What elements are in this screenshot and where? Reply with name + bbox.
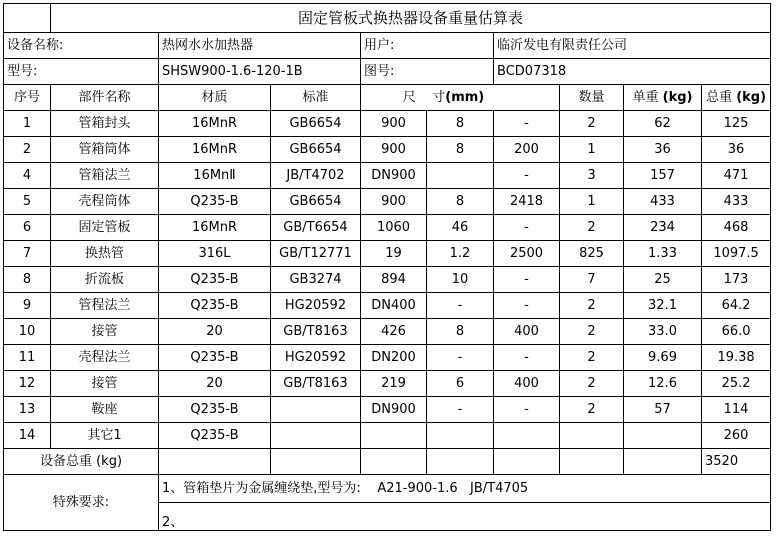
cell-d1: 900 [361, 111, 427, 137]
cell-seq: 14 [4, 423, 51, 449]
cell-seq: 12 [4, 371, 51, 397]
cell-d2: 8 [427, 319, 494, 345]
cell-part: 固定管板 [51, 215, 159, 241]
cell-d3: - [494, 397, 560, 423]
header-total-weight-kg: (kg) [736, 90, 767, 105]
cell-d3: - [494, 267, 560, 293]
cell-d2: 8 [427, 137, 494, 163]
cell-unit: 9.69 [624, 345, 702, 371]
cell-d1: DN200 [361, 345, 427, 371]
summary-empty-5 [494, 449, 560, 475]
cell-part: 折流板 [51, 267, 159, 293]
special-note-1-prefix: 1、管箱垫片为金属缠绕垫,型号为: [162, 481, 361, 496]
table-row [4, 267, 771, 293]
cell-standard: GB/T6654 [271, 215, 361, 241]
cell-qty: 2 [560, 319, 624, 345]
header-unit-weight-text: 单重 [632, 90, 659, 105]
cell-material: 16MnR [159, 215, 271, 241]
special-note-1-std: JB/T4705 [470, 481, 529, 496]
cell-standard: GB/T12771 [271, 241, 361, 267]
summary-empty-1 [159, 449, 271, 475]
cell-material: 20 [159, 319, 271, 345]
table-row [4, 293, 771, 319]
cell-unit: 36 [624, 137, 702, 163]
cell-total: 125 [702, 111, 771, 137]
cell-material: 16MnR [159, 137, 271, 163]
special-note-1 [159, 475, 771, 503]
cell-seq: 9 [4, 293, 51, 319]
cell-d2: 8 [427, 189, 494, 215]
cell-qty: 7 [560, 267, 624, 293]
cell-d3: - [494, 215, 560, 241]
special-row-1 [4, 475, 771, 503]
cell-unit: 32.1 [624, 293, 702, 319]
cell-d3: 400 [494, 319, 560, 345]
cell-total: 25.2 [702, 371, 771, 397]
table-row [4, 111, 771, 137]
cell-seq: 1 [4, 111, 51, 137]
cell-d1 [361, 423, 427, 449]
cell-d3: - [494, 163, 560, 189]
header-part: 部件名称 [51, 85, 159, 111]
cell-d3: 2418 [494, 189, 560, 215]
cell-part: 接管 [51, 319, 159, 345]
cell-seq: 7 [4, 241, 51, 267]
cell-d1: 219 [361, 371, 427, 397]
cell-total: 471 [702, 163, 771, 189]
cell-material: 316L [159, 241, 271, 267]
cell-part: 接管 [51, 371, 159, 397]
cell-total: 66.0 [702, 319, 771, 345]
header-dims-unit: (mm) [445, 90, 485, 105]
cell-material: Q235-B [159, 267, 271, 293]
header-standard: 标准 [271, 85, 361, 111]
special-note-1-code: A21-900-1.6 [377, 481, 458, 496]
cell-material: Q235-B [159, 293, 271, 319]
cell-standard [271, 397, 361, 423]
cell-d1: 900 [361, 137, 427, 163]
cell-seq: 11 [4, 345, 51, 371]
header-total-weight [702, 85, 771, 111]
cell-part: 壳程法兰 [51, 345, 159, 371]
cell-d1: 426 [361, 319, 427, 345]
cell-d3: - [494, 111, 560, 137]
header-qty: 数量 [560, 85, 624, 111]
title-row [4, 4, 771, 33]
cell-total: 1097.5 [702, 241, 771, 267]
drawing-label: 图号: [361, 59, 494, 85]
cell-d1: DN900 [361, 397, 427, 423]
cell-unit [624, 423, 702, 449]
info-row-model [4, 59, 771, 85]
cell-material: 16MnⅡ [159, 163, 271, 189]
cell-d1: DN900 [361, 163, 427, 189]
cell-standard [271, 423, 361, 449]
model-label: 型号: [4, 59, 159, 85]
cell-unit: 12.6 [624, 371, 702, 397]
cell-d2: - [427, 397, 494, 423]
summary-row [4, 449, 771, 475]
cell-d1: 894 [361, 267, 427, 293]
device-name-value: 热网水水加热器 [159, 33, 361, 59]
cell-total: 114 [702, 397, 771, 423]
cell-d1: 900 [361, 189, 427, 215]
cell-unit: 433 [624, 189, 702, 215]
cell-material: 16MnR [159, 111, 271, 137]
info-row-name [4, 33, 771, 59]
header-unit-weight-kg: (kg) [662, 90, 693, 105]
cell-standard: GB6654 [271, 111, 361, 137]
cell-qty: 2 [560, 111, 624, 137]
summary-empty-6 [560, 449, 624, 475]
summary-empty-7 [624, 449, 702, 475]
cell-d2 [427, 423, 494, 449]
cell-standard: HG20592 [271, 345, 361, 371]
cell-seq: 13 [4, 397, 51, 423]
cell-unit: 1.33 [624, 241, 702, 267]
cell-unit: 62 [624, 111, 702, 137]
user-label: 用户: [361, 33, 494, 59]
cell-standard: GB/T8163 [271, 319, 361, 345]
table-row [4, 423, 771, 449]
cell-d3 [494, 423, 560, 449]
cell-d1: DN400 [361, 293, 427, 319]
cell-total: 19.38 [702, 345, 771, 371]
page-title: 固定管板式换热器设备重量估算表 [51, 4, 771, 33]
cell-qty [560, 423, 624, 449]
cell-total: 173 [702, 267, 771, 293]
cell-d3: - [494, 345, 560, 371]
cell-qty: 2 [560, 215, 624, 241]
cell-unit: 57 [624, 397, 702, 423]
device-name-label: 设备名称: [4, 33, 159, 59]
cell-total: 433 [702, 189, 771, 215]
model-value: SHSW900-1.6-120-1B [159, 59, 361, 85]
table-row [4, 241, 771, 267]
cell-unit: 157 [624, 163, 702, 189]
cell-part: 壳程筒体 [51, 189, 159, 215]
weight-estimate-sheet [3, 3, 770, 541]
table-row [4, 371, 771, 397]
drawing-value: BCD07318 [494, 59, 771, 85]
cell-part: 管箱法兰 [51, 163, 159, 189]
cell-qty: 2 [560, 345, 624, 371]
table-row [4, 397, 771, 423]
table-row [4, 189, 771, 215]
user-value: 临沂发电有限责任公司 [494, 33, 771, 59]
cell-standard: GB/T8163 [271, 371, 361, 397]
cell-d1: 19 [361, 241, 427, 267]
header-material: 材质 [159, 85, 271, 111]
cell-d3: 200 [494, 137, 560, 163]
cell-standard: GB6654 [271, 189, 361, 215]
cell-seq: 5 [4, 189, 51, 215]
cell-d1: 1060 [361, 215, 427, 241]
cell-standard: GB3274 [271, 267, 361, 293]
cell-seq: 10 [4, 319, 51, 345]
header-unit-weight [624, 85, 702, 111]
cell-qty: 2 [560, 371, 624, 397]
cell-seq: 2 [4, 137, 51, 163]
summary-total-value: 3520 [702, 449, 771, 475]
cell-d2: 8 [427, 111, 494, 137]
cell-material: Q235-B [159, 397, 271, 423]
cell-part: 管箱封头 [51, 111, 159, 137]
summary-empty-3 [361, 449, 427, 475]
cell-qty: 825 [560, 241, 624, 267]
cell-total: 36 [702, 137, 771, 163]
cell-qty: 3 [560, 163, 624, 189]
header-dims-a: 尺 [402, 90, 416, 105]
summary-empty-4 [427, 449, 494, 475]
cell-part: 换热管 [51, 241, 159, 267]
header-dims [361, 85, 560, 111]
cell-qty: 2 [560, 293, 624, 319]
cell-unit: 33.0 [624, 319, 702, 345]
cell-seq: 4 [4, 163, 51, 189]
cell-part: 鞍座 [51, 397, 159, 423]
cell-total: 64.2 [702, 293, 771, 319]
table-row [4, 215, 771, 241]
header-seq: 序号 [4, 85, 51, 111]
cell-d3: 2500 [494, 241, 560, 267]
cell-material: Q235-B [159, 345, 271, 371]
header-dims-b: 寸 [432, 90, 446, 105]
cell-standard: JB/T4702 [271, 163, 361, 189]
cell-total: 260 [702, 423, 771, 449]
cell-d2: 6 [427, 371, 494, 397]
table-row [4, 137, 771, 163]
table-row [4, 163, 771, 189]
summary-label: 设备总重 (kg) [4, 449, 159, 475]
cell-unit: 234 [624, 215, 702, 241]
cell-qty: 1 [560, 189, 624, 215]
cell-d2 [427, 163, 494, 189]
header-total-weight-text: 总重 [706, 90, 733, 105]
title-blank-cell [4, 4, 51, 33]
cell-d3: - [494, 293, 560, 319]
cell-part: 其它1 [51, 423, 159, 449]
cell-d3: 400 [494, 371, 560, 397]
cell-qty: 1 [560, 137, 624, 163]
cell-material: Q235-B [159, 423, 271, 449]
cell-d2: - [427, 293, 494, 319]
cell-standard: GB6654 [271, 137, 361, 163]
cell-total: 468 [702, 215, 771, 241]
cell-d2: - [427, 345, 494, 371]
header-row [4, 85, 771, 111]
summary-empty-2 [271, 449, 361, 475]
special-label: 特殊要求: [4, 475, 159, 531]
cell-seq: 6 [4, 215, 51, 241]
cell-qty: 2 [560, 397, 624, 423]
cell-d2: 10 [427, 267, 494, 293]
cell-unit: 25 [624, 267, 702, 293]
special-note-2: 2、 [159, 503, 771, 531]
weight-table [3, 3, 771, 531]
table-row [4, 345, 771, 371]
cell-d2: 46 [427, 215, 494, 241]
cell-d2: 1.2 [427, 241, 494, 267]
cell-material: 20 [159, 371, 271, 397]
cell-part: 管程法兰 [51, 293, 159, 319]
table-row [4, 319, 771, 345]
cell-seq: 8 [4, 267, 51, 293]
cell-standard: HG20592 [271, 293, 361, 319]
cell-material: Q235-B [159, 189, 271, 215]
cell-part: 管箱筒体 [51, 137, 159, 163]
